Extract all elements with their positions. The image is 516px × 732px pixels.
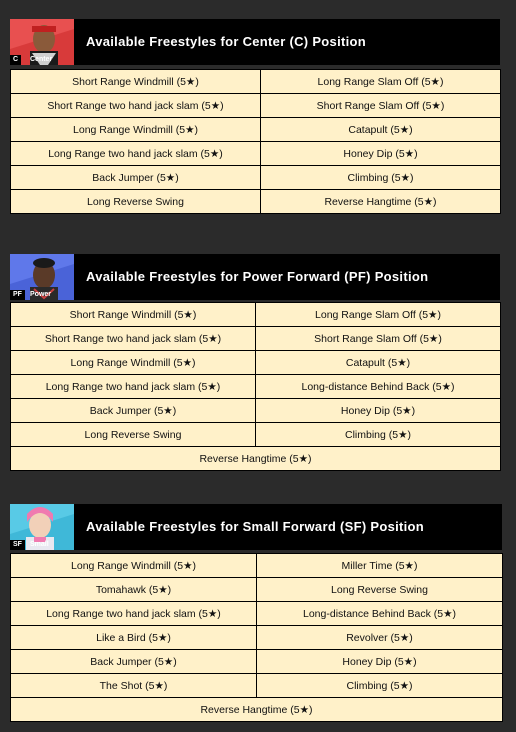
small-forward-avatar xyxy=(10,504,74,550)
power-forward-position-tag: PF xyxy=(10,290,25,300)
small-forward-position-name: Small xyxy=(30,541,49,548)
freestyle-cell: Long Range two hand jack slam (5★) xyxy=(11,142,261,166)
table-row xyxy=(11,351,501,375)
freestyle-cell: Long Range two hand jack slam (5★) xyxy=(11,602,257,626)
freestyle-cell: Long Reverse Swing xyxy=(11,423,256,447)
table-row xyxy=(11,554,503,578)
freestyle-cell: Short Range Windmill (5★) xyxy=(11,303,256,327)
center-position-tag: C xyxy=(10,55,21,65)
table-row xyxy=(11,578,503,602)
freestyle-cell: Long Range Windmill (5★) xyxy=(11,351,256,375)
freestyle-cell: Back Jumper (5★) xyxy=(11,399,256,423)
freestyle-cell: Revolver (5★) xyxy=(257,626,503,650)
freestyle-cell: Short Range Windmill (5★) xyxy=(11,70,261,94)
table-row xyxy=(11,166,501,190)
freestyle-cell: Long-distance Behind Back (5★) xyxy=(256,375,501,399)
freestyle-cell: Long Range Slam Off (5★) xyxy=(256,303,501,327)
center-position-name: Center xyxy=(30,56,53,63)
freestyle-cell: Honey Dip (5★) xyxy=(256,399,501,423)
power-forward-position-name: Power xyxy=(30,291,52,298)
freestyle-cell-full: Reverse Hangtime (5★) xyxy=(11,447,501,471)
freestyle-cell: Back Jumper (5★) xyxy=(11,166,261,190)
small-forward-header xyxy=(10,504,502,550)
freestyle-cell: Short Range Slam Off (5★) xyxy=(261,94,501,118)
table-row xyxy=(11,650,503,674)
table-row xyxy=(11,327,501,351)
freestyle-cell: Climbing (5★) xyxy=(256,423,501,447)
freestyle-cell: The Shot (5★) xyxy=(11,674,257,698)
table-row xyxy=(11,118,501,142)
table-row xyxy=(11,94,501,118)
freestyle-cell: Long Range Windmill (5★) xyxy=(11,118,261,142)
freestyle-cell: Climbing (5★) xyxy=(257,674,503,698)
table-row xyxy=(11,142,501,166)
freestyle-cell: Catapult (5★) xyxy=(261,118,501,142)
freestyle-cell: Miller Time (5★) xyxy=(257,554,503,578)
table-row xyxy=(11,674,503,698)
freestyle-cell: Long Range Slam Off (5★) xyxy=(261,70,501,94)
freestyle-cell: Short Range two hand jack slam (5★) xyxy=(11,94,261,118)
power-forward-avatar xyxy=(10,254,74,300)
freestyle-cell: Long-distance Behind Back (5★) xyxy=(257,602,503,626)
table-row xyxy=(11,70,501,94)
table-row xyxy=(11,602,503,626)
freestyle-cell: Long Range Windmill (5★) xyxy=(11,554,257,578)
freestyle-cell: Honey Dip (5★) xyxy=(261,142,501,166)
freestyle-cell: Tomahawk (5★) xyxy=(11,578,257,602)
freestyle-cell: Long Reverse Swing xyxy=(257,578,503,602)
freestyle-cell: Short Range two hand jack slam (5★) xyxy=(11,327,256,351)
freestyle-cell: Catapult (5★) xyxy=(256,351,501,375)
small-forward-freestyle-table xyxy=(10,553,503,722)
table-row xyxy=(11,447,501,471)
table-row xyxy=(11,375,501,399)
table-row xyxy=(11,698,503,722)
table-row xyxy=(11,626,503,650)
freestyle-cell: Reverse Hangtime (5★) xyxy=(261,190,501,214)
power-forward-header xyxy=(10,254,500,300)
freestyle-cell: Climbing (5★) xyxy=(261,166,501,190)
small-forward-position-tag: SF xyxy=(10,540,25,550)
table-row xyxy=(11,423,501,447)
freestyle-cell: Honey Dip (5★) xyxy=(257,650,503,674)
power-forward-title: Available Freestyles for Power Forward (PF) Position xyxy=(86,269,429,284)
center-title: Available Freestyles for Center (C) Position xyxy=(86,34,367,49)
center-freestyle-table xyxy=(10,69,501,214)
freestyle-cell: Long Reverse Swing xyxy=(11,190,261,214)
small-forward-title: Available Freestyles for Small Forward (SF) Position xyxy=(86,519,425,534)
freestyle-cell: Short Range Slam Off (5★) xyxy=(256,327,501,351)
freestyle-cell: Back Jumper (5★) xyxy=(11,650,257,674)
table-row xyxy=(11,303,501,327)
freestyle-cell-full: Reverse Hangtime (5★) xyxy=(11,698,503,722)
freestyle-cell: Like a Bird (5★) xyxy=(11,626,257,650)
freestyle-cell: Long Range two hand jack slam (5★) xyxy=(11,375,256,399)
table-row xyxy=(11,190,501,214)
table-row xyxy=(11,399,501,423)
center-header xyxy=(10,19,500,65)
power-forward-freestyle-table xyxy=(10,302,501,471)
center-avatar xyxy=(10,19,74,65)
